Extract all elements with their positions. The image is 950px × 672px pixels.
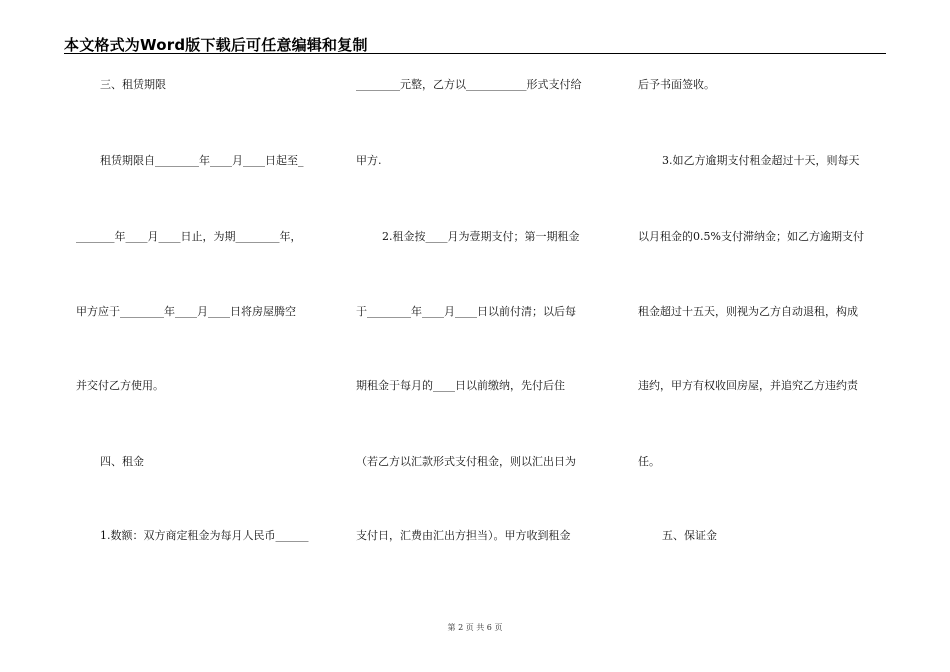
paragraph-line: 并交付乙方使用。 (76, 379, 164, 392)
document-header (64, 34, 886, 54)
paragraph-line: ________元整，乙方以___________形式支付给 (356, 78, 582, 91)
paragraph-line: _______年____月____日止，为期________年， (76, 230, 302, 243)
paragraph-line: 以月租金的0.5%支付滞纳金；如乙方逾期支付 (638, 230, 864, 243)
page-number-footer: 第 2 页 共 6 页 (447, 623, 503, 632)
section-heading-lease-term: 三、租赁期限 (100, 78, 166, 91)
section-heading-rent: 四、租金 (100, 455, 144, 468)
paragraph-line: 期租金于每月的____日以前缴纳，先付后住 (356, 379, 565, 392)
header-divider (64, 53, 886, 54)
paragraph-line: （若乙方以汇款形式支付租金，则以汇出日为 (356, 455, 576, 468)
paragraph-line: 任。 (638, 455, 660, 468)
section-heading-deposit: 五、保证金 (662, 529, 717, 542)
paragraph-line: 3.如乙方逾期支付租金超过十天，则每天 (662, 154, 860, 167)
paragraph-line: 甲方应于________年____月____日将房屋腾空 (76, 305, 296, 318)
paragraph-line: 于________年____月____日以前付清；以后每 (356, 305, 576, 318)
paragraph-line: 2.租金按____月为壹期支付；第一期租金 (382, 230, 580, 243)
paragraph-line: 甲方. (356, 154, 382, 167)
paragraph-line: 违约，甲方有权收回房屋，并追究乙方违约责 (638, 379, 858, 392)
paragraph-line: 支付日，汇费由汇出方担当）。甲方收到租金 (356, 529, 571, 542)
paragraph-line: 租赁期限自________年____月____日起至_ (100, 154, 304, 167)
paragraph-line: 1.数额：双方商定租金为每月人民币______ (100, 529, 309, 542)
paragraph-line: 后予书面签收。 (638, 78, 715, 91)
document-header-title: 本文格式为Word版下载后可任意编辑和复制 (64, 36, 368, 54)
paragraph-line: 租金超过十五天，则视为乙方自动退租，构成 (638, 305, 858, 318)
